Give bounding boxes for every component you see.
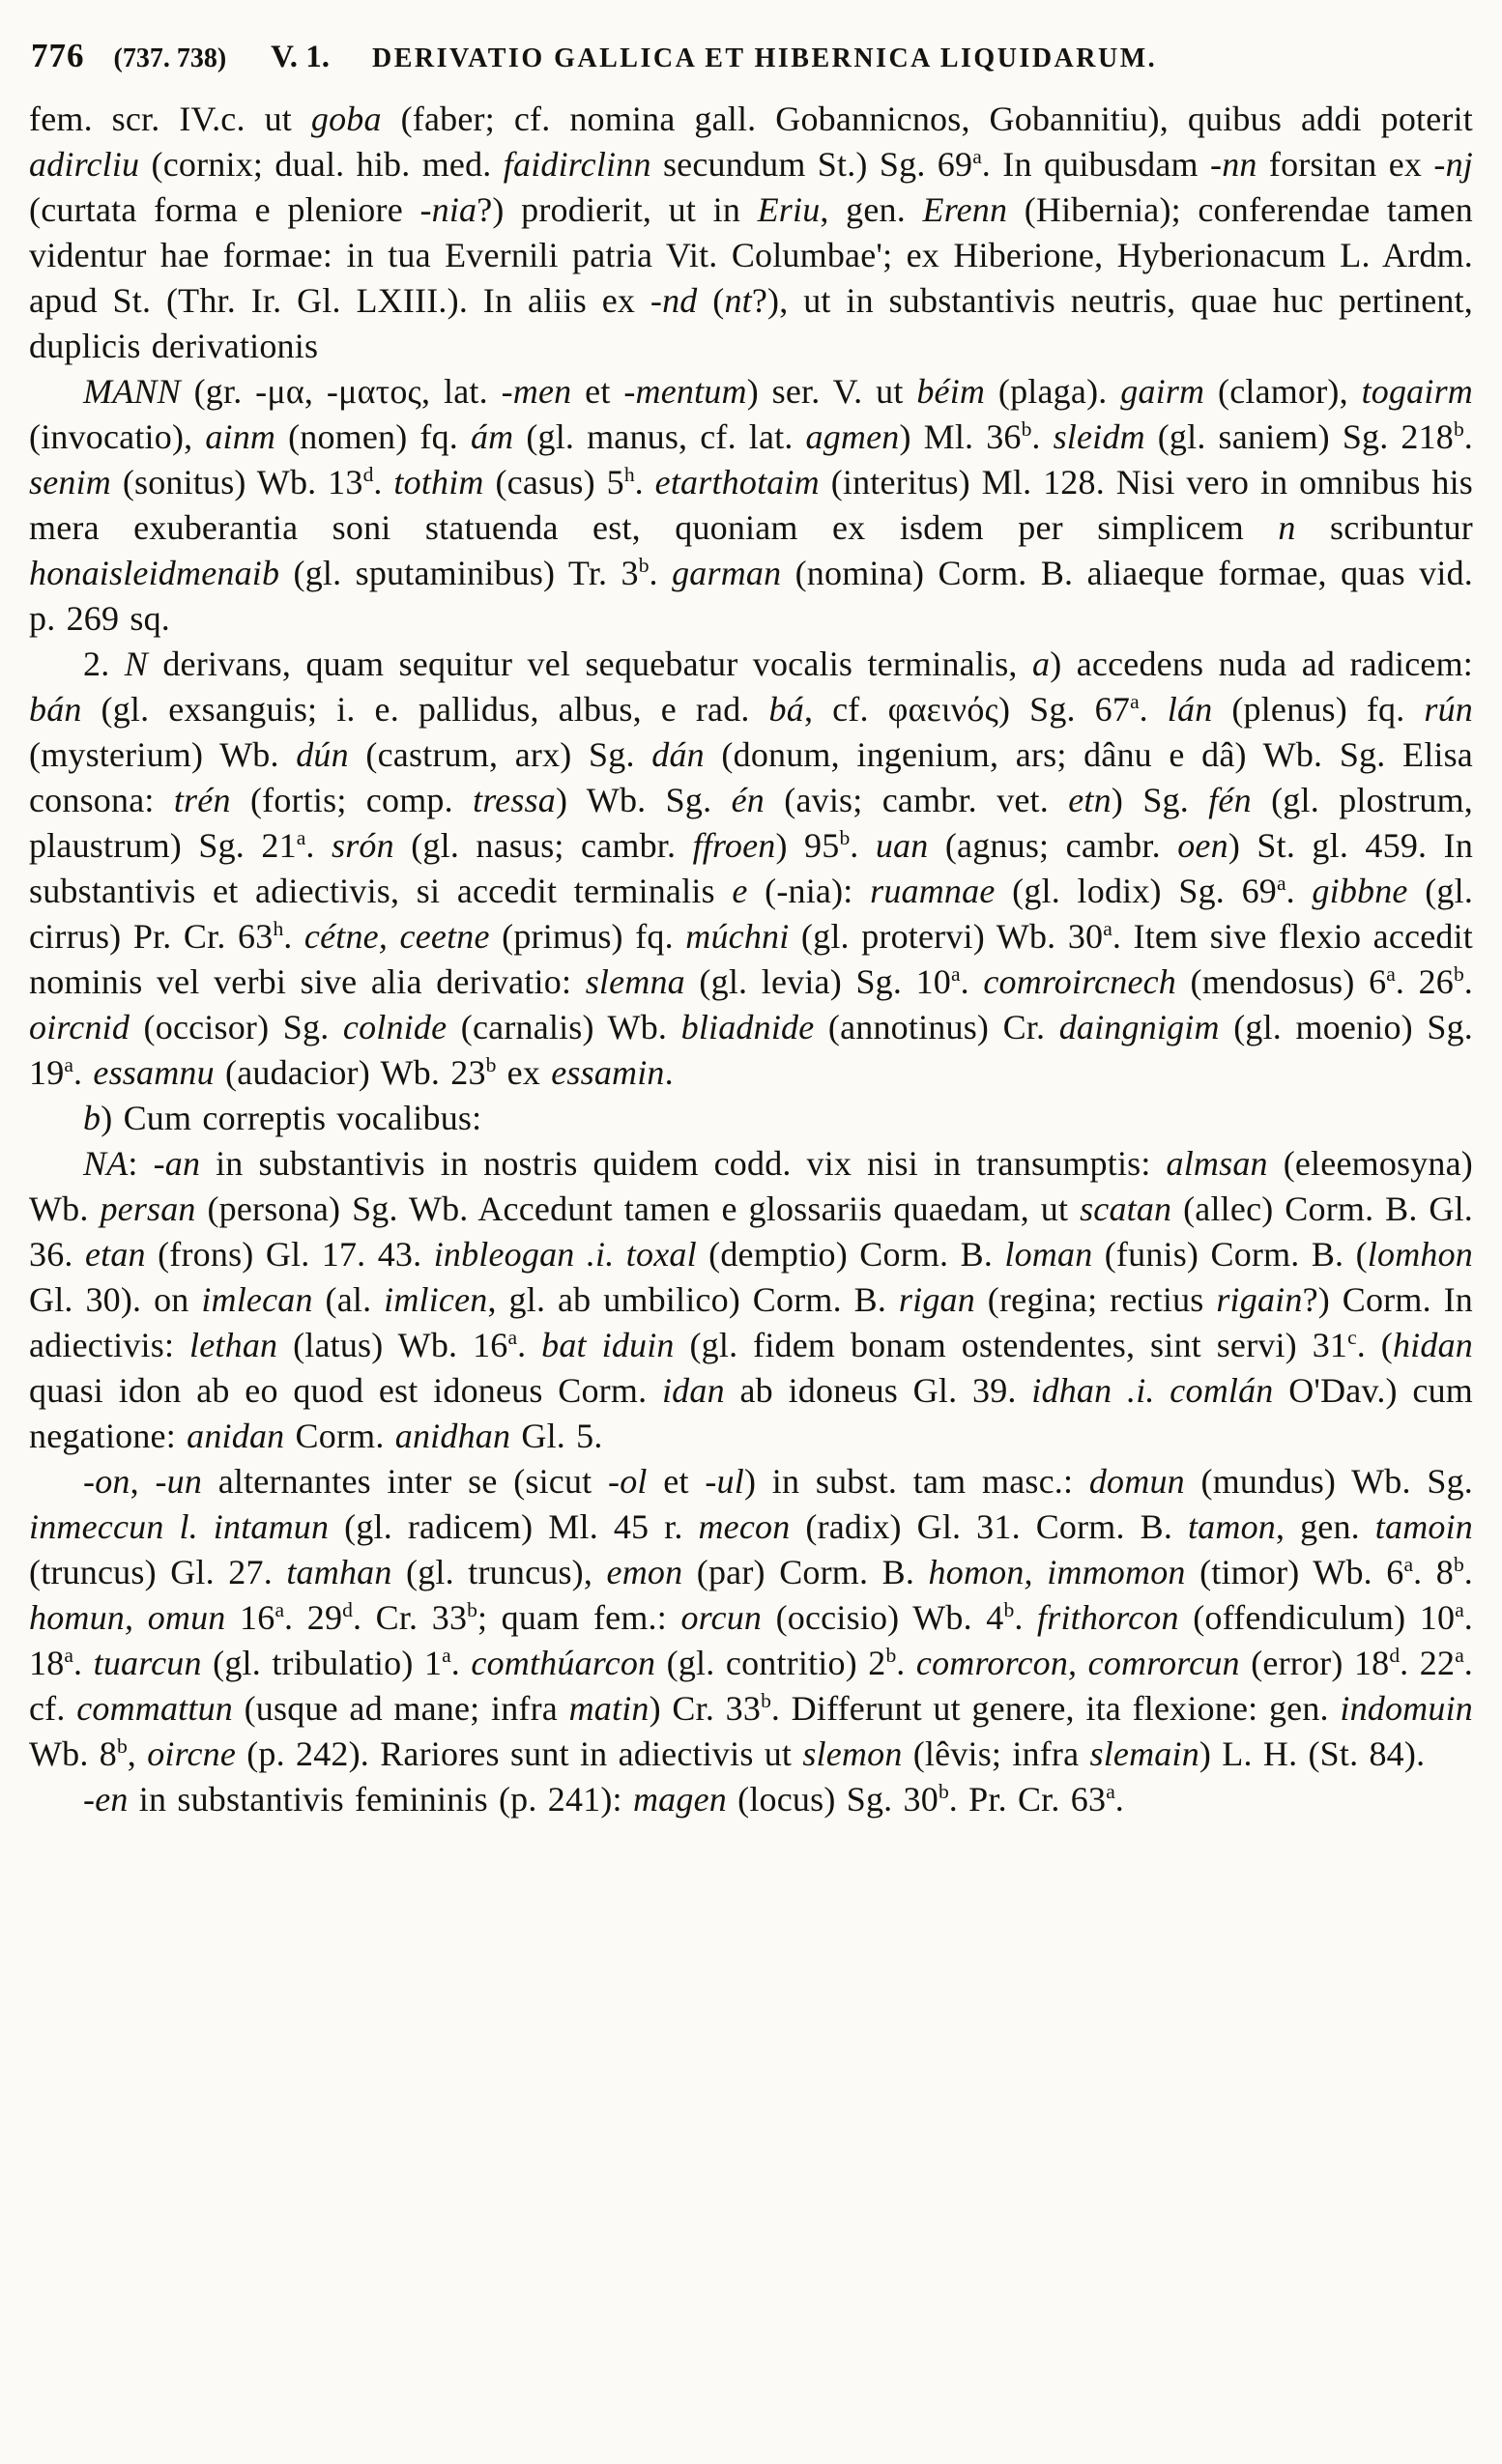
paragraph: -en in substantivis femininis (p. 241): magen (locus) Sg. 30$^b$. Pr. Cr. 63$^a$. (83, 1780, 1124, 1819)
paragraph: 2. N derivans, quam sequitur vel sequebatur vocalis terminalis, a) accedens nuda ad radicem: bán (gl. exsanguis; i. e. pallidus, albus, e rad. bá, cf. φαεινός) Sg. 67$^a$. lán (plenus) fq. rún (mysterium) Wb. dún (castrum, arx) Sg. dán (donum, ingenium, ars; dânu e dâ) Wb. Sg. Elisa consona: trén (fortis; comp. tressa) Wb. Sg. én (avis; cambr. vet. etn) Sg. fén (gl. plostrum, plaustrum) Sg. 21$^a$. srón (gl. nasus; cambr. ffroen) 95$^b$. uan (agnus; cambr. oen) St. gl. 459. In substantivis et adiectivis, si accedit terminalis e (-nia): ruamnae (gl. lodix) Sg. 69$^a$. gibbne (gl. cirrus) Pr. Cr. 63$^h$. cétne, ceetne (primus) fq. múchni (gl. protervi) Wb. 30$^a$. Item sive flexio accedit nominis vel verbi sive alia derivatio: slemna (gl. levia) Sg. 10$^a$. comroircnech (mendosus) 6$^a$. 26$^b$. oircnid (occisor) Sg. colnide (carnalis) Wb. bliadnide (annotinus) Cr. daingnigim (gl. moenio) Sg. 19$^a$. essamnu (audacior) Wb. 23$^b$ ex essamin. (29, 645, 1474, 1092)
paragraph: -on, -un alternantes inter se (sicut -ol et -ul) in subst. tam masc.: domun (mundus) Wb. Sg. inmeccun l. intamun (gl. radicem) Ml. 45 r. mecon (radix) Gl. 31. Corm. B. tamon, gen. tamoin (truncus) Gl. 27. tamhan (gl. truncus), emon (par) Corm. B. homon, immomon (timor) Wb. 6$^a$. 8$^b$. homun, omun 16$^a$. 29$^d$. Cr. 33$^b$; quam fem.: orcun (occisio) Wb. 4$^b$. frithorcon (offendiculum) 10$^a$. 18$^a$. tuarcun (gl. tribulatio) 1$^a$. comthúarcon (gl. contritio) 2$^b$. comrorcon, comrorcun (error) 18$^d$. 22$^a$. cf. commattun (usque ad mane; infra matin) Cr. 33$^b$. Differunt ut genere, ita flexione: gen. indomuin Wb. 8$^b$, oircne (p. 242). Rariores sunt in adiectivis ut slemon (lêvis; infra slemain) L. H. (St. 84). (29, 1462, 1473, 1773)
text-body (29, 97, 1473, 1822)
paragraph: MANN (gr. -μα, -ματος, lat. -men et -mentum) ser. V. ut béim (plaga). gairm (clamor), togairm (invocatio), ainm (nomen) fq. ám (gl. manus, cf. lat. agmen) Ml. 36$^b$. sleidm (gl. saniem) Sg. 218$^b$. senim (sonitus) Wb. 13$^d$. tothim (casus) 5$^h$. etarthotaim (interitus) Ml. 128. Nisi vero in omnibus his mera exuberantia soni statuenda est, quoniam ex isdem per simplicem n scribuntur honaisleidmenaib (gl. sputaminibus) Tr. 3$^b$. garman (nomina) Corm. B. aliaeque formae, quas vid. p. 269 sq. (29, 372, 1474, 638)
folio-numbers: (737. 738) (113, 43, 227, 73)
section-number: V. 1. (271, 40, 330, 74)
paragraph: b) Cum correptis vocalibus: (83, 1099, 482, 1137)
running-title: DERIVATIO GALLICA ET HIBERNICA LIQUIDARUM. (371, 43, 1158, 73)
page-number: 776 (31, 37, 85, 74)
paragraph: fem. scr. IV.c. ut goba (faber; cf. nomina gall. Gobannicnos, Gobannitiu), quibus addi poterit adircliu (cornix; dual. hib. med. faidirclinn secundum St.) Sg. 69$^a$. In quibusdam -nn forsitan ex -nj (curtata forma e pleniore -nia?) prodierit, ut in Eriu, gen. Erenn (Hibernia); conferendae tamen videntur hae formae: in tua Evernili patria Vit. Columbae'; ex Hiberione, Hyberionacum L. Ardm. apud St. (Thr. Ir. Gl. LXIII.). In aliis ex -nd (nt?), ut in substantivis neutris, quae huc pertinent, duplicis derivationis (29, 100, 1474, 365)
page-header (31, 37, 1469, 75)
paragraph: NA: -an in substantivis in nostris quidem codd. vix nisi in transumptis: almsan (eleemosyna) Wb. persan (persona) Sg. Wb. Accedunt tamen e glossariis quaedam, ut scatan (allec) Corm. B. Gl. 36. etan (frons) Gl. 17. 43. inbleogan .i. toxal (demptio) Corm. B. loman (funis) Corm. B. (lomhon Gl. 30). on imlecan (al. imlicen, gl. ab umbilico) Corm. B. rigan (regina; rectius rigain?) Corm. In adiectivis: lethan (latus) Wb. 16$^a$. bat iduin (gl. fidem bonam ostendentes, sint servi) 31$^c$. (hidan quasi idon ab eo quod est idoneus Corm. idan ab idoneus Gl. 39. idhan .i. comlán O'Dav.) cum negatione: anidan Corm. anidhan Gl. 5. (29, 1144, 1474, 1455)
